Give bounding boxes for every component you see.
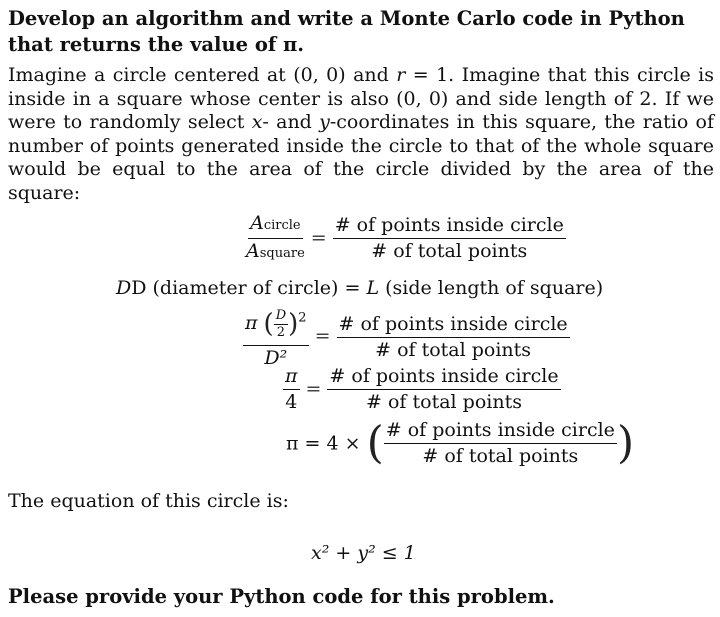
points-inside-label: # of points inside circle <box>327 365 560 390</box>
a-circle-symbol: A <box>250 212 264 234</box>
pi-area-fraction: π ( $\frac{D}{2}$ )$^2$ D² <box>243 304 309 370</box>
radius-symbol: r <box>396 64 406 86</box>
points-ratio-fraction <box>327 365 560 414</box>
points-inside-label: # of points inside circle <box>337 313 570 338</box>
equation-pi-estimate <box>286 419 634 468</box>
total-points-label: # of total points <box>366 391 522 413</box>
square-subscript: square <box>259 246 305 261</box>
y-symbol: y <box>319 111 330 133</box>
intro-text-1: Imagine a circle centered at (0, 0) and <box>8 64 397 86</box>
total-points-label: # of total points <box>371 240 528 262</box>
l-symbol: L <box>366 277 380 299</box>
two-symbol: 2 <box>276 324 286 340</box>
total-points-label: # of total points <box>375 338 532 361</box>
area-ratio-fraction <box>246 212 305 265</box>
points-inside-label: # of points inside circle <box>333 214 566 239</box>
equation-area-ratio <box>246 212 566 265</box>
d-squared: D² <box>264 347 288 369</box>
a-square-symbol: A <box>246 240 260 262</box>
right-paren: ) <box>616 417 635 469</box>
four-symbol: 4 <box>285 391 298 413</box>
points-ratio-fraction <box>333 214 566 263</box>
points-ratio-fraction <box>337 313 570 362</box>
equals-sign: = <box>314 325 331 347</box>
pi-symbol: π <box>245 312 258 334</box>
circle-equation: x² + y² ≤ 1 <box>311 542 416 564</box>
x-symbol: x <box>251 111 263 133</box>
circle-subscript: circle <box>263 218 301 233</box>
side-length-text: (side length of square) <box>379 277 604 299</box>
equation-pi-over-four <box>283 365 561 414</box>
problem-intro <box>8 64 714 205</box>
total-points-label: # of total points <box>422 445 579 467</box>
exponent: 2 <box>298 310 307 326</box>
equals-sign: = <box>310 226 327 249</box>
equals-sign: = <box>305 377 322 400</box>
pi-over-four-fraction <box>283 365 300 414</box>
problem-title: Develop an algorithm and write a Monte Carlo code in Python that returns the value of π. <box>8 7 685 56</box>
equation-diameter-side: DD (diameter of circle) = L (side length of square) <box>116 277 604 299</box>
left-paren: ( <box>366 417 384 469</box>
code-request: Please provide your Python code for this problem. <box>8 585 555 608</box>
intro-text-3: - and <box>262 111 320 133</box>
circle-equation-label: The equation of this circle is: <box>8 490 289 512</box>
intro-text-4: -coordinates in this square, the ratio of number of points generated inside the circle to that of the whole square would be equal to the area of the circle divided by the area of the square: <box>8 111 715 204</box>
points-inside-label: # of points inside circle <box>384 419 617 444</box>
equation-pi-d-squared <box>243 304 570 370</box>
pi-times-four: π = 4 × <box>286 432 361 455</box>
pi-symbol: π <box>283 365 300 390</box>
d-symbol: D <box>275 307 287 323</box>
intro-text-2: = 1. Imagine that this circle is inside in a square whose center is also (0, 0) and side length of 2. If we were to randomly select <box>8 64 714 133</box>
diameter-text: D (diameter of circle) = <box>131 277 367 299</box>
points-ratio-fraction <box>384 419 617 468</box>
